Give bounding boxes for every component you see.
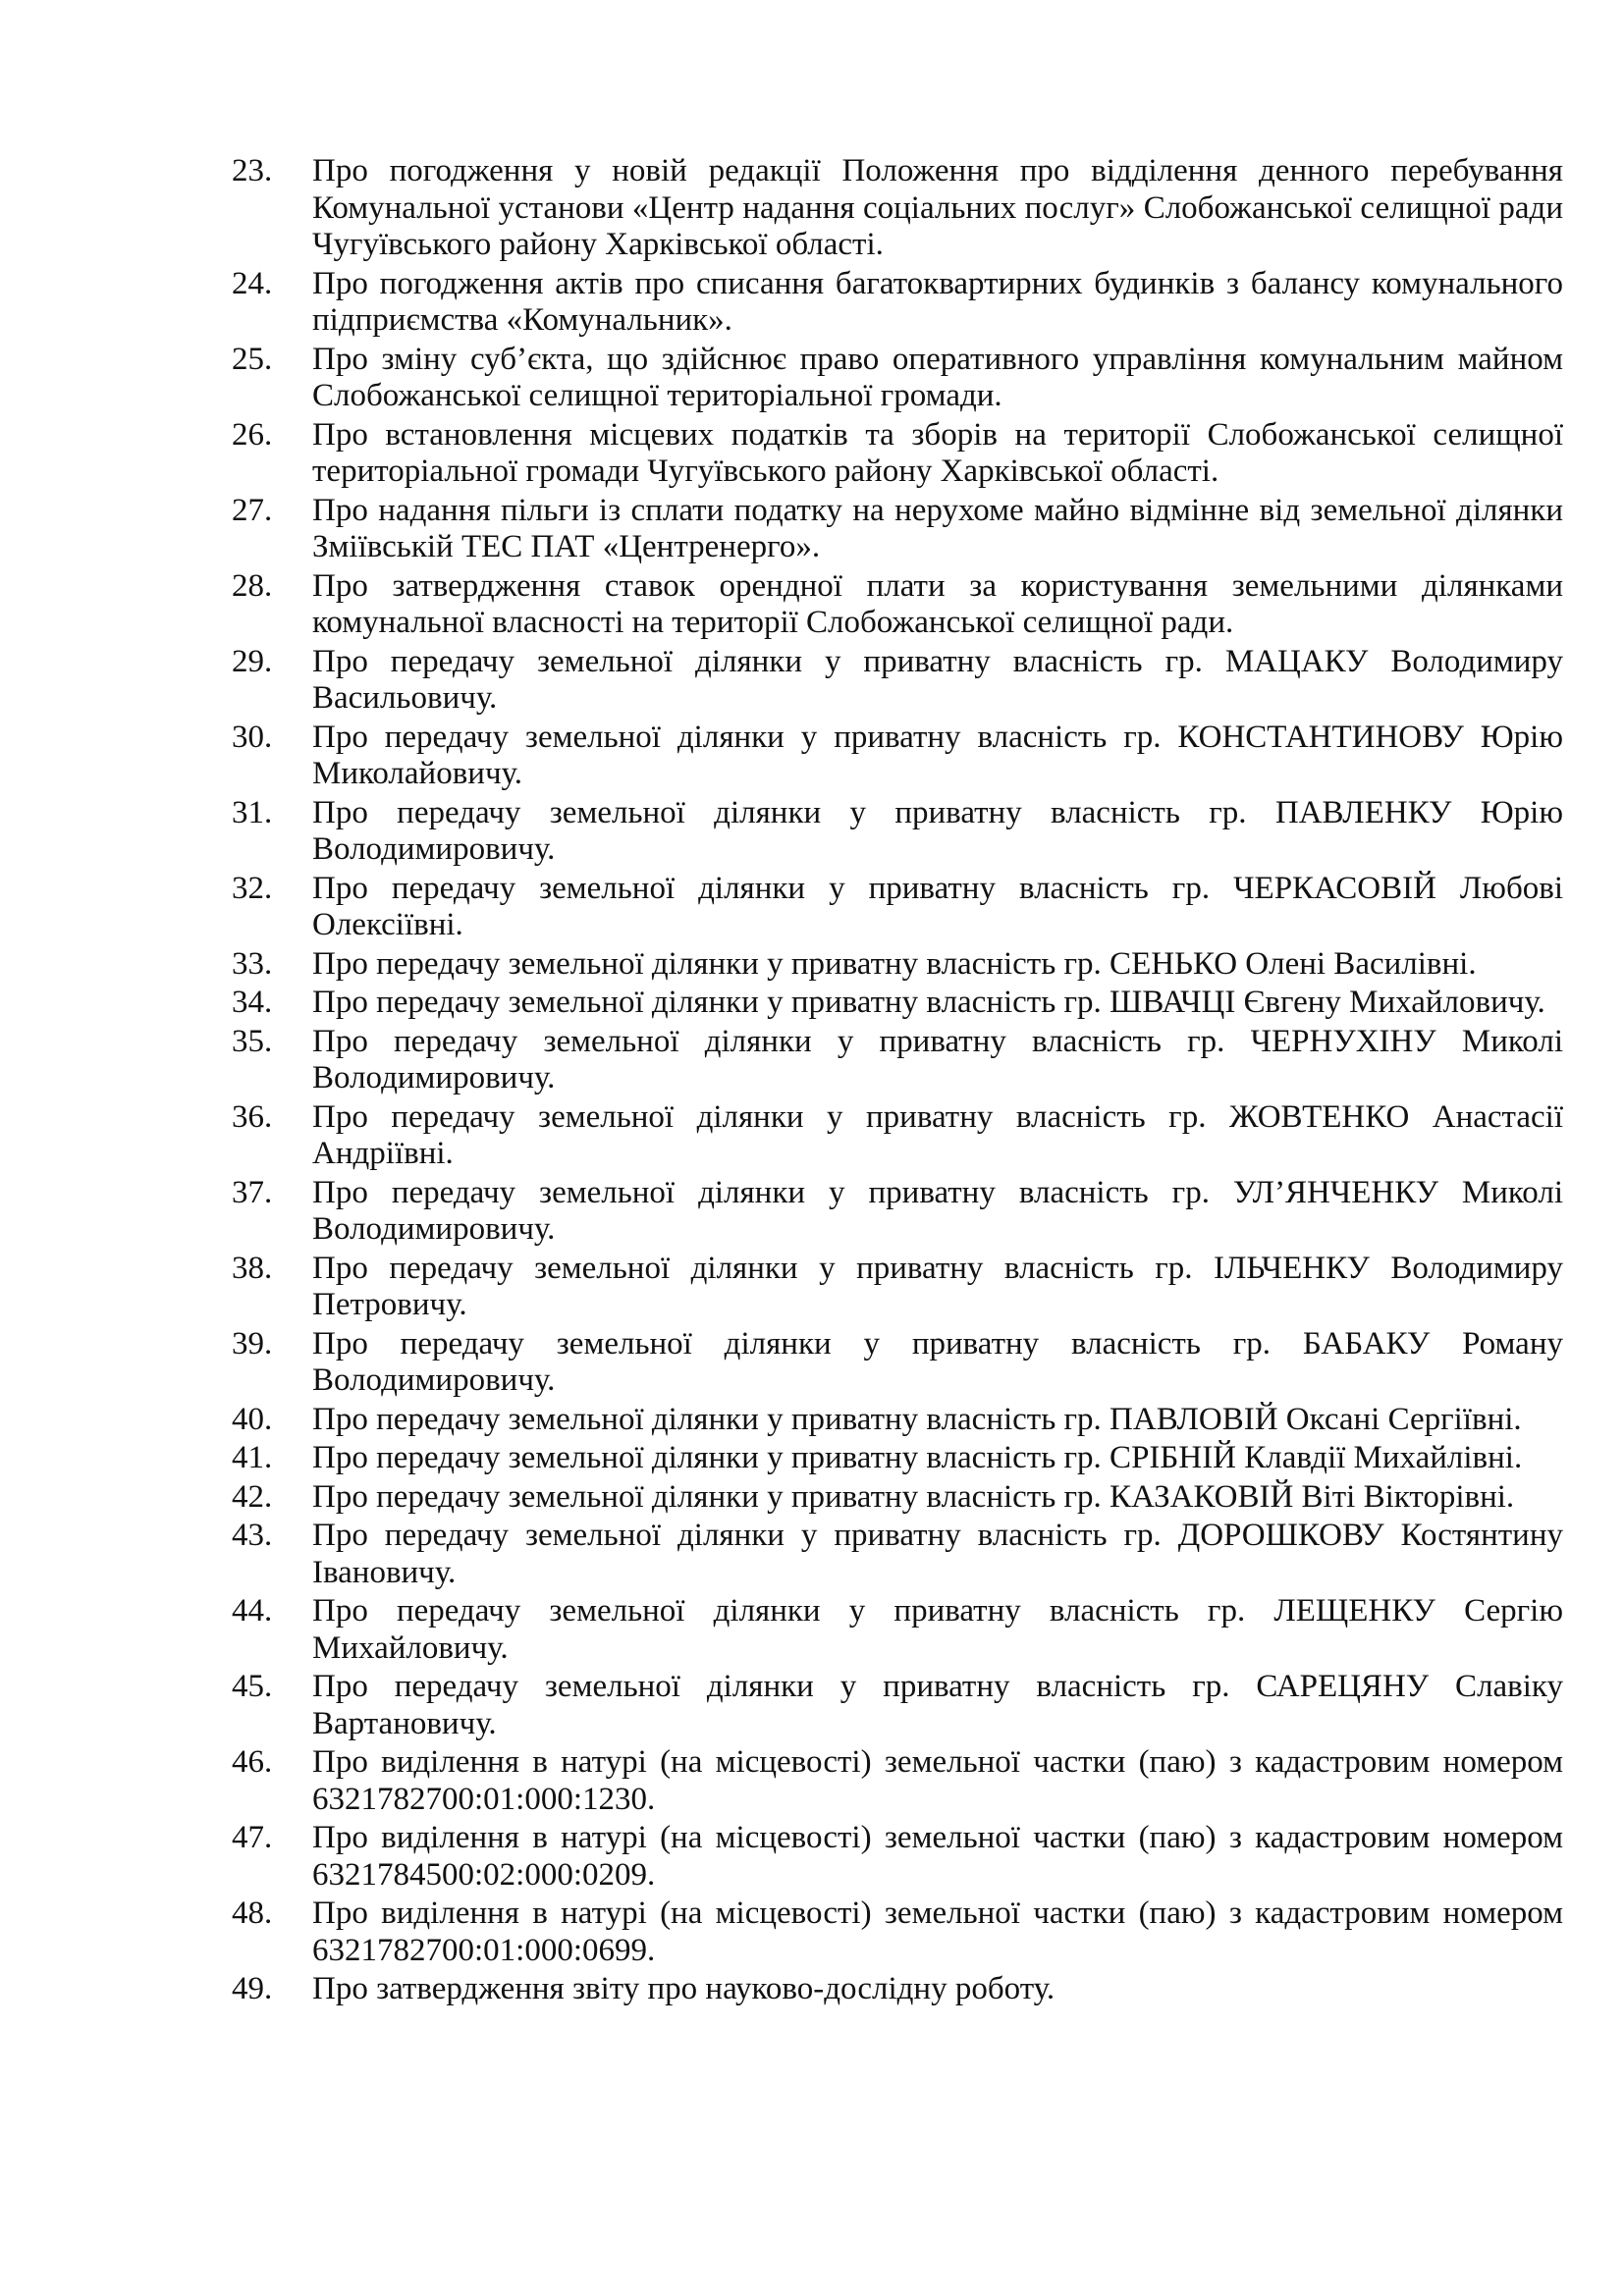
agenda-item [232, 1440, 1563, 1477]
agenda-item-text: Про погодження актів про списання багатоквартирних будинків з балансу комунального підприємства «Комунальник». [312, 265, 1563, 338]
agenda-item [232, 342, 1563, 415]
agenda-item-number: 39. [232, 1325, 273, 1362]
agenda-item [232, 1971, 1563, 2008]
agenda-item [232, 644, 1563, 718]
agenda-item [232, 1326, 1563, 1400]
agenda-item [232, 266, 1563, 340]
agenda-item [232, 1024, 1563, 1097]
agenda-item-text: Про передачу земельної ділянки у приватну власність гр. СРІБНІЙ Клавдії Михайлівні. [312, 1440, 1523, 1475]
agenda-item [232, 1251, 1563, 1324]
agenda-item [232, 153, 1563, 264]
agenda-item-text: Про передачу земельної ділянки у приватну власність гр. БАБАКУ Роману Володимировичу. [312, 1325, 1563, 1398]
agenda-item-number: 38. [232, 1250, 273, 1286]
agenda-item-text: Про затвердження ставок орендної плати за користування земельними ділянками комунальної власності на території Слобожанської селищної ради. [312, 567, 1563, 640]
agenda-item-number: 25. [232, 341, 273, 377]
agenda-item [232, 871, 1563, 944]
agenda-item [232, 1518, 1563, 1591]
agenda-item-text: Про передачу земельної ділянки у приватну власність гр. МАЦАКУ Володимиру Васильовичу. [312, 643, 1563, 716]
agenda-item-number: 30. [232, 719, 273, 755]
agenda-item-text: Про передачу земельної ділянки у приватну власність гр. ЧЕРКАСОВІЙ Любові Олексіївні. [312, 870, 1563, 942]
agenda-item [232, 795, 1563, 869]
agenda-item-text: Про передачу земельної ділянки у приватну власність гр. УЛ’ЯНЧЕНКУ Миколі Володимировичу. [312, 1174, 1563, 1247]
agenda-item-number: 37. [232, 1174, 273, 1210]
agenda-item-number: 40. [232, 1401, 273, 1437]
agenda-item-number: 41. [232, 1440, 273, 1475]
agenda-item-text: Про передачу земельної ділянки у приватну власність гр. КАЗАКОВІЙ Віті Вікторівні. [312, 1478, 1515, 1515]
agenda-item-number: 48. [232, 1896, 273, 1931]
agenda-item-number: 31. [232, 794, 273, 830]
agenda-item-text: Про передачу земельної ділянки у приватну власність гр. СЕНЬКО Олені Василівні. [312, 945, 1477, 982]
agenda-item-number: 36. [232, 1098, 273, 1135]
agenda-list [232, 153, 1563, 2010]
agenda-item-number: 42. [232, 1478, 273, 1515]
agenda-item-number: 34. [232, 985, 273, 1020]
agenda-item [232, 1099, 1563, 1173]
agenda-item-number: 28. [232, 567, 273, 604]
agenda-item [232, 1402, 1563, 1439]
agenda-item-number: 47. [232, 1820, 273, 1855]
agenda-item-text: Про затвердження звіту про науково-дослідну роботу. [312, 1971, 1056, 2006]
agenda-item-number: 33. [232, 945, 273, 982]
agenda-item-number: 26. [232, 416, 273, 453]
agenda-item-text: Про встановлення місцевих податків та зборів на території Слобожанської селищної територіальної громади Чугуївського району Харківської області. [312, 416, 1563, 489]
agenda-item-number: 35. [232, 1023, 273, 1059]
agenda-item [232, 493, 1563, 566]
agenda-item-text: Про передачу земельної ділянки у приватну власність гр. ДОРОШКОВУ Костянтину Івановичу. [312, 1518, 1563, 1590]
agenda-item-text: Про передачу земельної ділянки у приватну власність гр. ШВАЧЦІ Євгену Михайловичу. [312, 985, 1545, 1020]
agenda-item-text: Про виділення в натурі (на місцевості) земельної частки (паю) з кадастровим номером 6321784500:02:000:0209. [312, 1820, 1563, 1893]
agenda-item-text: Про передачу земельної ділянки у приватну власність гр. ЛЕЩЕНКУ Сергію Михайловичу. [312, 1593, 1563, 1666]
agenda-item-number: 32. [232, 870, 273, 906]
agenda-item-text: Про передачу земельної ділянки у приватну власність гр. ЖОВТЕНКО Анастасії Андріївні. [312, 1098, 1563, 1171]
agenda-item-number: 29. [232, 643, 273, 679]
agenda-item-text: Про передачу земельної ділянки у приватну власність гр. САРЕЦЯНУ Славіку Вартановичу. [312, 1669, 1563, 1741]
agenda-item-number: 43. [232, 1518, 273, 1553]
agenda-item-text: Про передачу земельної ділянки у приватну власність гр. ЧЕРНУХІНУ Миколі Володимировичу. [312, 1023, 1563, 1095]
agenda-item [232, 985, 1563, 1022]
agenda-item-text: Про зміну суб’єкта, що здійснює право оперативного управління комунальним майном Слобожанської селищної територіальної громади. [312, 341, 1563, 413]
agenda-item [232, 946, 1563, 984]
agenda-item-text: Про виділення в натурі (на місцевості) земельної частки (паю) з кадастровим номером 6321782700:01:000:1230. [312, 1744, 1563, 1817]
agenda-item-number: 23. [232, 153, 273, 188]
agenda-item-text: Про передачу земельної ділянки у приватну власність гр. КОНСТАНТИНОВУ Юрію Миколайовичу. [312, 719, 1563, 791]
agenda-item [232, 1896, 1563, 1969]
agenda-item-number: 24. [232, 265, 273, 301]
agenda-item [232, 417, 1563, 491]
agenda-item-text: Про передачу земельної ділянки у приватну власність гр. ІЛЬЧЕНКУ Володимиру Петровичу. [312, 1250, 1563, 1322]
agenda-item-number: 45. [232, 1669, 273, 1704]
agenda-item [232, 1479, 1563, 1517]
agenda-item [232, 1669, 1563, 1742]
agenda-item-text: Про передачу земельної ділянки у приватну власність гр. ПАВЛЕНКУ Юрію Володимировичу. [312, 794, 1563, 867]
agenda-item-number: 27. [232, 492, 273, 528]
agenda-item [232, 1175, 1563, 1249]
agenda-item-number: 46. [232, 1744, 273, 1780]
agenda-item [232, 720, 1563, 793]
agenda-item-text: Про виділення в натурі (на місцевості) земельної частки (паю) з кадастровим номером 6321782700:01:000:0699. [312, 1896, 1563, 1968]
agenda-item [232, 568, 1563, 642]
agenda-item-text: Про передачу земельної ділянки у приватну власність гр. ПАВЛОВІЙ Оксані Сергіївні. [312, 1401, 1522, 1437]
agenda-item [232, 1820, 1563, 1894]
agenda-item [232, 1593, 1563, 1667]
agenda-item-number: 49. [232, 1971, 273, 2006]
agenda-item-text: Про надання пільги із сплати податку на нерухоме майно відмінне від земельної ділянки Зміївській ТЕС ПАТ «Центренерго». [312, 492, 1563, 564]
agenda-item-text: Про погодження у новій редакції Положення про відділення денного перебування Комунальної установи «Центр надання соціальних послуг» Слобожанської селищної ради Чугуївського району Харківської області. [312, 153, 1563, 262]
agenda-item-number: 44. [232, 1593, 273, 1629]
agenda-item [232, 1744, 1563, 1818]
